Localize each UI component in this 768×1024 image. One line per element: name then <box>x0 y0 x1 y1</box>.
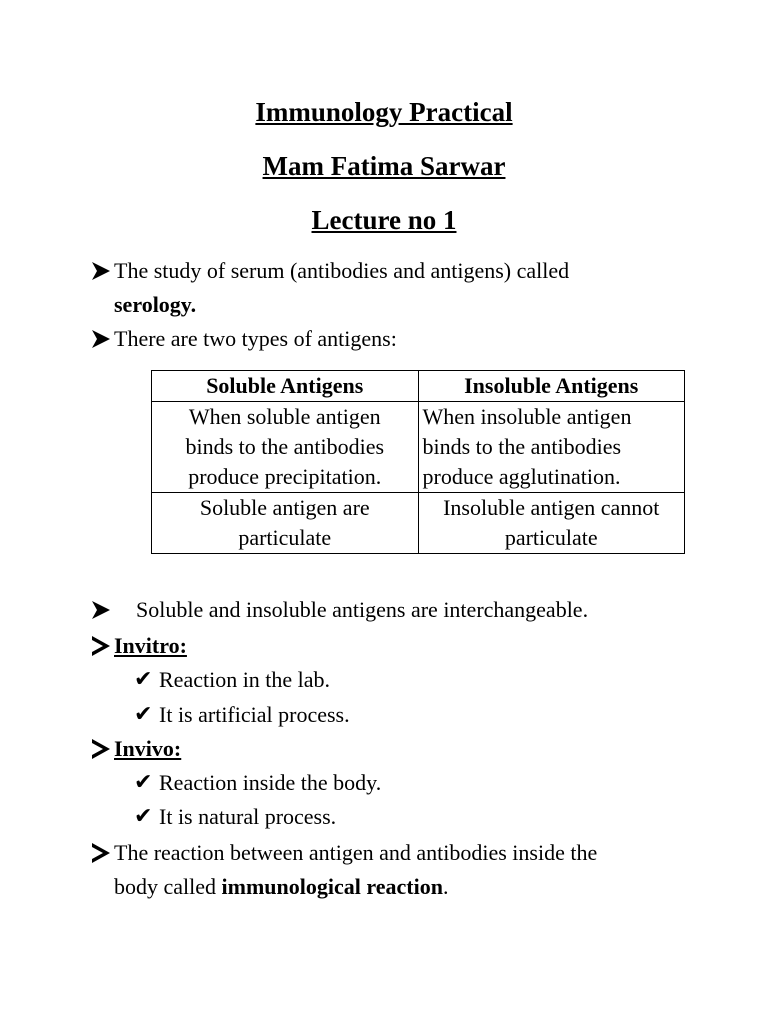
invitro-heading: Invitro: <box>114 633 187 658</box>
reaction-line-2 <box>114 872 448 902</box>
serology-line-2 <box>114 290 196 320</box>
cell-line: binds to the antibodies <box>185 434 385 459</box>
check-mark-icon: ✔ <box>134 804 153 829</box>
cell-line: Soluble antigen are <box>199 495 370 520</box>
invivo-heading: Invivo: <box>114 736 182 761</box>
cell-line: When insoluble antigen <box>422 404 632 429</box>
cell-line: When soluble antigen <box>188 404 381 429</box>
table-row <box>152 493 685 554</box>
table-cell-soluble <box>152 493 419 554</box>
page-title: Immunology Practical <box>255 97 513 127</box>
table-header-insoluble: Insoluble Antigens <box>418 371 685 402</box>
reaction-line-1: The reaction between antigen and antibodies inside the <box>114 840 598 865</box>
table-header-row <box>152 371 685 402</box>
cell-line: particulate <box>504 525 598 550</box>
antigen-types-table <box>151 370 685 554</box>
invitro-item: Reaction in the lab. <box>159 667 331 692</box>
invitro-item: It is artificial process. <box>159 702 350 727</box>
cell-line: binds to the antibodies <box>422 434 622 459</box>
cell-line: produce agglutination. <box>422 464 621 489</box>
cell-line: particulate <box>238 525 332 550</box>
arrowhead-bullet-icon <box>91 599 111 621</box>
table-cell-soluble <box>152 402 419 493</box>
check-mark-icon: ✔ <box>134 667 153 692</box>
reaction-suffix: . <box>442 874 449 899</box>
lecture-number: Lecture no 1 <box>311 205 457 235</box>
reaction-prefix: body called <box>114 874 222 899</box>
arrowhead-bullet-icon <box>91 635 111 657</box>
teacher-name: Mam Fatima Sarwar <box>262 151 506 181</box>
arrowhead-bullet-icon <box>91 738 111 760</box>
invivo-item: Reaction inside the body. <box>159 770 382 795</box>
interchangeable-line: Soluble and insoluble antigens are interchangeable. <box>136 597 589 622</box>
cell-line: Insoluble antigen cannot <box>443 495 660 520</box>
check-mark-icon: ✔ <box>134 702 153 727</box>
arrowhead-bullet-icon <box>91 842 111 864</box>
table-cell-insoluble <box>418 493 685 554</box>
antigen-types-line: There are two types of antigens: <box>114 326 397 351</box>
arrowhead-bullet-icon <box>91 260 111 282</box>
immunological-reaction-term: immunological reaction <box>221 874 443 899</box>
table-cell-insoluble <box>418 402 685 493</box>
cell-line: produce precipitation. <box>188 464 382 489</box>
table-row <box>152 402 685 493</box>
invivo-item: It is natural process. <box>159 804 337 829</box>
table-header-soluble: Soluble Antigens <box>152 371 419 402</box>
arrowhead-bullet-icon <box>91 328 111 350</box>
serology-term: serology. <box>114 292 197 317</box>
check-mark-icon: ✔ <box>134 770 153 795</box>
serology-line-1: The study of serum (antibodies and antigens) called <box>114 258 570 283</box>
